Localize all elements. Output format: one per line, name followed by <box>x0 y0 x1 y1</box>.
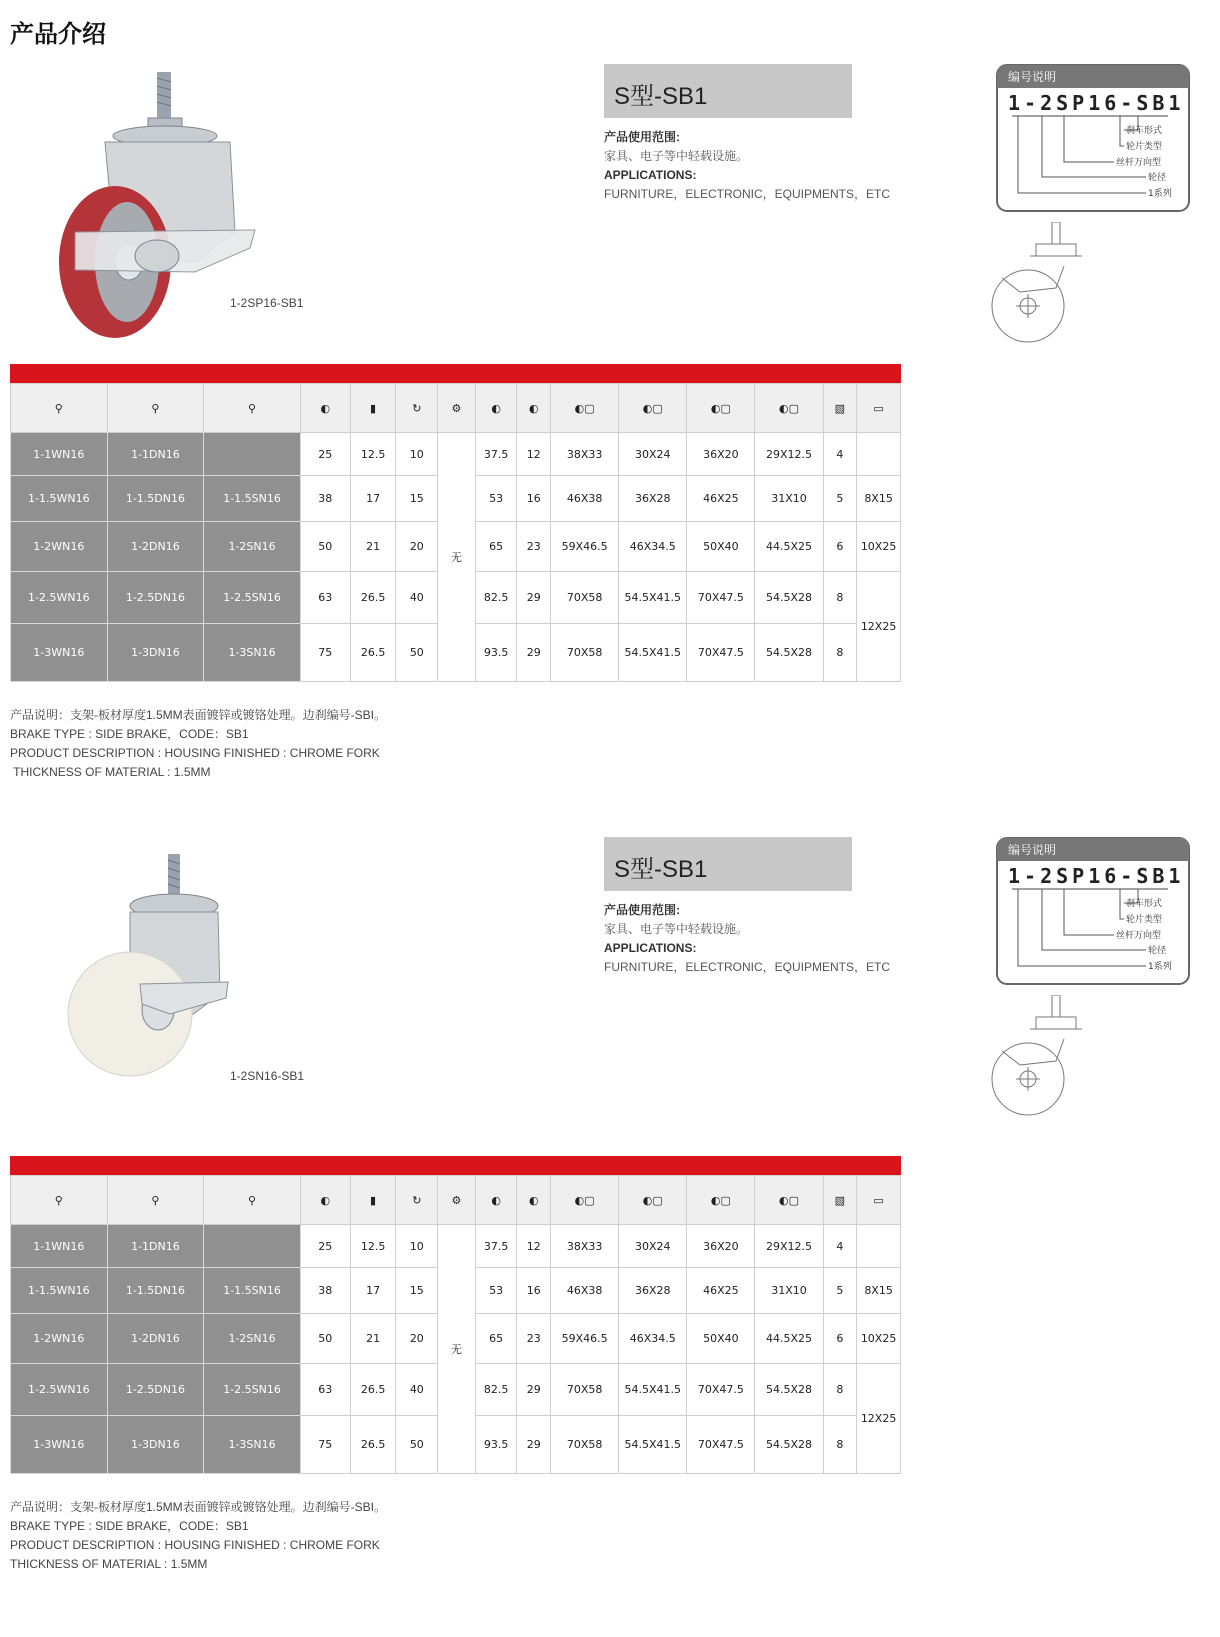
cell: 23 <box>517 1314 551 1364</box>
cell: 37.5 <box>475 1225 517 1268</box>
cell: 16 <box>517 476 551 522</box>
swivel-plate-icon: ⚲ <box>11 1176 108 1225</box>
apps-cn-text: 家具、电子等中轻载设施。 <box>604 149 749 163</box>
cell: 30X24 <box>619 1225 687 1268</box>
legend-item: 刹车形式 <box>1126 126 1163 136</box>
product-description <box>10 1498 386 1574</box>
apps-cn-text: 家具、电子等中轻载设施。 <box>604 922 749 936</box>
cell: 82.5 <box>475 1364 517 1416</box>
cell: 1-3DN16 <box>107 1416 204 1474</box>
cell: 70X47.5 <box>687 572 755 624</box>
bearing-none-cell: 无 <box>438 433 476 682</box>
cell: 1-1.5DN16 <box>107 1268 204 1314</box>
cell: 8 <box>823 1364 857 1416</box>
cell: 70X58 <box>551 1416 619 1474</box>
cell: 50X40 <box>687 522 755 572</box>
applications <box>604 901 890 977</box>
cell: 54.5X41.5 <box>619 1416 687 1474</box>
cell: 12X25 <box>857 572 901 682</box>
cell: 29 <box>517 624 551 682</box>
cell: 10 <box>396 433 438 476</box>
caster-line-drawing <box>990 995 1100 1125</box>
desc-line: THICKNESS OF MATERIAL : 1.5MM <box>10 1557 208 1571</box>
spec-table <box>10 1175 901 1474</box>
cell: 70X58 <box>551 624 619 682</box>
cell: 1-2DN16 <box>107 1314 204 1364</box>
page-title: 产品介绍 <box>10 20 106 48</box>
cell: 29 <box>517 1364 551 1416</box>
cell: 26.5 <box>350 1364 396 1416</box>
caster-photo <box>45 72 285 352</box>
cell: 12X25 <box>857 1364 901 1474</box>
cell: 46X34.5 <box>619 1314 687 1364</box>
cell: 1-1DN16 <box>107 1225 204 1268</box>
hole-spacing-fixed-icon: ◐▢ <box>755 1176 823 1225</box>
cell: 21 <box>350 1314 396 1364</box>
desc-line: BRAKE TYPE : SIDE BRAKE，CODE：SB1 <box>10 1519 249 1533</box>
fixed-plate-icon: ⚲ <box>107 1176 204 1225</box>
apps-en-label: APPLICATIONS: <box>604 168 697 182</box>
bearing-icon: ⚙ <box>438 1176 476 1225</box>
photo-caption: 1-2SP16-SB1 <box>230 296 304 310</box>
apps-en-text: FURNITURE，ELECTRONIC，EQUIPMENTS，ETC <box>604 187 891 201</box>
cell: 1-2WN16 <box>11 1314 108 1364</box>
table-row <box>11 1225 901 1268</box>
apps-en-label: APPLICATIONS: <box>604 941 697 955</box>
code-legend <box>996 64 1190 214</box>
cell: 50 <box>300 1314 350 1364</box>
cell: 1-3SN16 <box>204 1416 301 1474</box>
cell: 1-1WN16 <box>11 1225 108 1268</box>
cell: 54.5X41.5 <box>619 624 687 682</box>
cell: 12 <box>517 433 551 476</box>
cell: 10X25 <box>857 1314 901 1364</box>
cell: 46X34.5 <box>619 522 687 572</box>
cell: 46X38 <box>551 476 619 522</box>
caster-line-drawing <box>990 222 1100 352</box>
cell: 70X58 <box>551 572 619 624</box>
photo-caption: 1-2SN16-SB1 <box>230 1069 305 1083</box>
table-row <box>11 433 901 476</box>
cell: 12.5 <box>350 433 396 476</box>
cell: 1-2DN16 <box>107 522 204 572</box>
caster-photo <box>50 854 290 1134</box>
cell: 8 <box>823 624 857 682</box>
cell: 29X12.5 <box>755 1225 823 1268</box>
height-icon: ◐ <box>475 384 517 433</box>
cell: 4 <box>823 1225 857 1268</box>
bearing-icon: ⚙ <box>438 384 476 433</box>
hole-spacing-fixed-icon: ◐▢ <box>755 384 823 433</box>
stem-size-icon: ▭ <box>857 384 901 433</box>
cell: 26.5 <box>350 1416 396 1474</box>
wheel-dia-icon: ◐ <box>300 1176 350 1225</box>
model-title-box <box>604 837 852 891</box>
cell: 50 <box>396 624 438 682</box>
cell: 6 <box>823 1314 857 1364</box>
offset-icon: ◐ <box>517 384 551 433</box>
wheel-dia-icon: ◐ <box>300 384 350 433</box>
model-title-box <box>604 64 852 118</box>
cell <box>857 1225 901 1268</box>
cell: 36X20 <box>687 433 755 476</box>
cell: 17 <box>350 476 396 522</box>
cell: 40 <box>396 572 438 624</box>
cell: 5 <box>823 1268 857 1314</box>
legend-item: 轮片类型 <box>1126 915 1163 925</box>
cell: 63 <box>300 572 350 624</box>
cell: 12 <box>517 1225 551 1268</box>
cell: 46X25 <box>687 1268 755 1314</box>
cell: 50 <box>396 1416 438 1474</box>
desc-line: PRODUCT DESCRIPTION : HOUSING FINISHED : CHROME FORK <box>10 746 380 760</box>
apps-cn-label: 产品使用范围: <box>604 130 680 144</box>
cell: 1-3WN16 <box>11 624 108 682</box>
cell: 59X46.5 <box>551 1314 619 1364</box>
cell: 1-1.5DN16 <box>107 476 204 522</box>
swivel-plate-icon: ⚲ <box>11 384 108 433</box>
cell: 70X47.5 <box>687 1416 755 1474</box>
cell: 1-2.5SN16 <box>204 572 301 624</box>
table-header-row <box>11 384 901 433</box>
cell: 15 <box>396 1268 438 1314</box>
bearing-none-cell: 无 <box>438 1225 476 1474</box>
plate-size-icon: ◐▢ <box>551 384 619 433</box>
cell: 20 <box>396 522 438 572</box>
cell: 37.5 <box>475 433 517 476</box>
cell: 44.5X25 <box>755 522 823 572</box>
table-red-bar <box>10 1156 901 1175</box>
cell: 10 <box>396 1225 438 1268</box>
cell: 25 <box>300 1225 350 1268</box>
cell: 53 <box>475 1268 517 1314</box>
cell: 38 <box>300 476 350 522</box>
applications <box>604 128 890 204</box>
cell: 30X24 <box>619 433 687 476</box>
legend-item: 刹车形式 <box>1126 899 1163 909</box>
product-block-1 <box>0 64 1220 844</box>
cell: 20 <box>396 1314 438 1364</box>
stem-size-icon: ▭ <box>857 1176 901 1225</box>
cell: 5 <box>823 476 857 522</box>
cell: 36X28 <box>619 476 687 522</box>
cell: 31X10 <box>755 476 823 522</box>
cell: 26.5 <box>350 624 396 682</box>
cell: 54.5X28 <box>755 1416 823 1474</box>
cell: 63 <box>300 1364 350 1416</box>
cell: 46X25 <box>687 476 755 522</box>
cell: 21 <box>350 522 396 572</box>
cell: 10X25 <box>857 522 901 572</box>
legend-title: 编号说明 <box>1008 70 1057 84</box>
cell: 50X40 <box>687 1314 755 1364</box>
hole-dia-icon: ▧ <box>823 1176 857 1225</box>
cell: 1-1DN16 <box>107 433 204 476</box>
cell: 15 <box>396 476 438 522</box>
legend-item: 轮片类型 <box>1126 142 1163 152</box>
plate-size-icon: ◐▢ <box>551 1176 619 1225</box>
cell: 93.5 <box>475 1416 517 1474</box>
cell: 1-1.5WN16 <box>11 1268 108 1314</box>
threaded-stem-icon: ⚲ <box>204 1176 301 1225</box>
hole-dia-icon: ▧ <box>823 384 857 433</box>
threaded-stem-icon: ⚲ <box>204 384 301 433</box>
cell: 44.5X25 <box>755 1314 823 1364</box>
cell: 65 <box>475 1314 517 1364</box>
cell: 8 <box>823 1416 857 1474</box>
cell <box>204 433 301 476</box>
cell: 36X28 <box>619 1268 687 1314</box>
cell: 75 <box>300 624 350 682</box>
cell: 29 <box>517 1416 551 1474</box>
cell: 65 <box>475 522 517 572</box>
cell: 1-3DN16 <box>107 624 204 682</box>
cell: 82.5 <box>475 572 517 624</box>
cell: 25 <box>300 433 350 476</box>
cell: 50 <box>300 522 350 572</box>
cell: 70X47.5 <box>687 1364 755 1416</box>
cell: 6 <box>823 522 857 572</box>
cell: 1-2.5DN16 <box>107 1364 204 1416</box>
cell: 1-1.5SN16 <box>204 1268 301 1314</box>
plate-size-fixed-icon: ◐▢ <box>687 384 755 433</box>
cell: 4 <box>823 433 857 476</box>
cell: 75 <box>300 1416 350 1474</box>
cell: 40 <box>396 1364 438 1416</box>
desc-line: BRAKE TYPE : SIDE BRAKE，CODE：SB1 <box>10 727 249 741</box>
cell: 1-2.5WN16 <box>11 572 108 624</box>
desc-line: THICKNESS OF MATERIAL : 1.5MM <box>10 765 211 779</box>
cell: 23 <box>517 522 551 572</box>
cell: 8X15 <box>857 1268 901 1314</box>
offset-icon: ◐ <box>517 1176 551 1225</box>
cell: 70X58 <box>551 1364 619 1416</box>
cell: 1-3WN16 <box>11 1416 108 1474</box>
legend-item: 1系列 <box>1148 189 1172 199</box>
apps-en-text: FURNITURE，ELECTRONIC，EQUIPMENTS，ETC <box>604 960 891 974</box>
cell: 54.5X28 <box>755 624 823 682</box>
wheel-width-icon: ▮ <box>350 1176 396 1225</box>
cell <box>857 433 901 476</box>
product-block-2 <box>0 843 1220 1637</box>
legend-code: 1-2SP16-SB1 <box>1008 864 1185 888</box>
cell: 1-1.5SN16 <box>204 476 301 522</box>
cell: 1-2SN16 <box>204 522 301 572</box>
cell: 31X10 <box>755 1268 823 1314</box>
legend-item: 丝杆万向型 <box>1116 931 1162 941</box>
hole-spacing-icon: ◐▢ <box>619 1176 687 1225</box>
height-icon: ◐ <box>475 1176 517 1225</box>
cell: 54.5X41.5 <box>619 1364 687 1416</box>
cell: 54.5X28 <box>755 1364 823 1416</box>
desc-line: 产品说明：支架-板材厚度1.5MM表面镀锌或镀铬处理。边刹编号-SBI。 <box>10 708 387 722</box>
cell <box>204 1225 301 1268</box>
desc-line: 产品说明：支架-板材厚度1.5MM表面镀锌或镀铬处理。边刹编号-SBI。 <box>10 1500 387 1514</box>
cell: 17 <box>350 1268 396 1314</box>
table-red-bar <box>10 364 901 383</box>
plate-size-fixed-icon: ◐▢ <box>687 1176 755 1225</box>
cell: 54.5X28 <box>755 572 823 624</box>
cell: 16 <box>517 1268 551 1314</box>
legend-code: 1-2SP16-SB1 <box>1008 91 1185 115</box>
load-icon: ↻ <box>396 1176 438 1225</box>
apps-cn-label: 产品使用范围: <box>604 903 680 917</box>
legend-item: 丝杆万向型 <box>1116 158 1162 168</box>
cell: 46X38 <box>551 1268 619 1314</box>
fixed-plate-icon: ⚲ <box>107 384 204 433</box>
cell: 1-2SN16 <box>204 1314 301 1364</box>
cell: 29X12.5 <box>755 433 823 476</box>
cell: 70X47.5 <box>687 624 755 682</box>
hole-spacing-icon: ◐▢ <box>619 384 687 433</box>
model-title: S型-SB1 <box>614 83 708 110</box>
cell: 1-1WN16 <box>11 433 108 476</box>
desc-line: PRODUCT DESCRIPTION : HOUSING FINISHED : CHROME FORK <box>10 1538 380 1552</box>
product-description <box>10 706 386 782</box>
cell: 29 <box>517 572 551 624</box>
cell: 38 <box>300 1268 350 1314</box>
model-title: S型-SB1 <box>614 856 708 883</box>
cell: 8 <box>823 572 857 624</box>
table-header-row <box>11 1176 901 1225</box>
cell: 54.5X41.5 <box>619 572 687 624</box>
cell: 12.5 <box>350 1225 396 1268</box>
cell: 93.5 <box>475 624 517 682</box>
legend-title: 编号说明 <box>1008 843 1057 857</box>
cell: 1-2.5DN16 <box>107 572 204 624</box>
cell: 36X20 <box>687 1225 755 1268</box>
cell: 1-2WN16 <box>11 522 108 572</box>
cell: 59X46.5 <box>551 522 619 572</box>
load-icon: ↻ <box>396 384 438 433</box>
cell: 38X33 <box>551 1225 619 1268</box>
cell: 1-2.5SN16 <box>204 1364 301 1416</box>
legend-item: 轮径 <box>1148 946 1167 956</box>
cell: 26.5 <box>350 572 396 624</box>
code-legend <box>996 837 1190 987</box>
wheel-width-icon: ▮ <box>350 384 396 433</box>
legend-item: 1系列 <box>1148 962 1172 972</box>
cell: 1-3SN16 <box>204 624 301 682</box>
cell: 38X33 <box>551 433 619 476</box>
cell: 1-2.5WN16 <box>11 1364 108 1416</box>
legend-item: 轮径 <box>1148 173 1167 183</box>
cell: 53 <box>475 476 517 522</box>
cell: 1-1.5WN16 <box>11 476 108 522</box>
cell: 8X15 <box>857 476 901 522</box>
spec-table <box>10 383 901 682</box>
